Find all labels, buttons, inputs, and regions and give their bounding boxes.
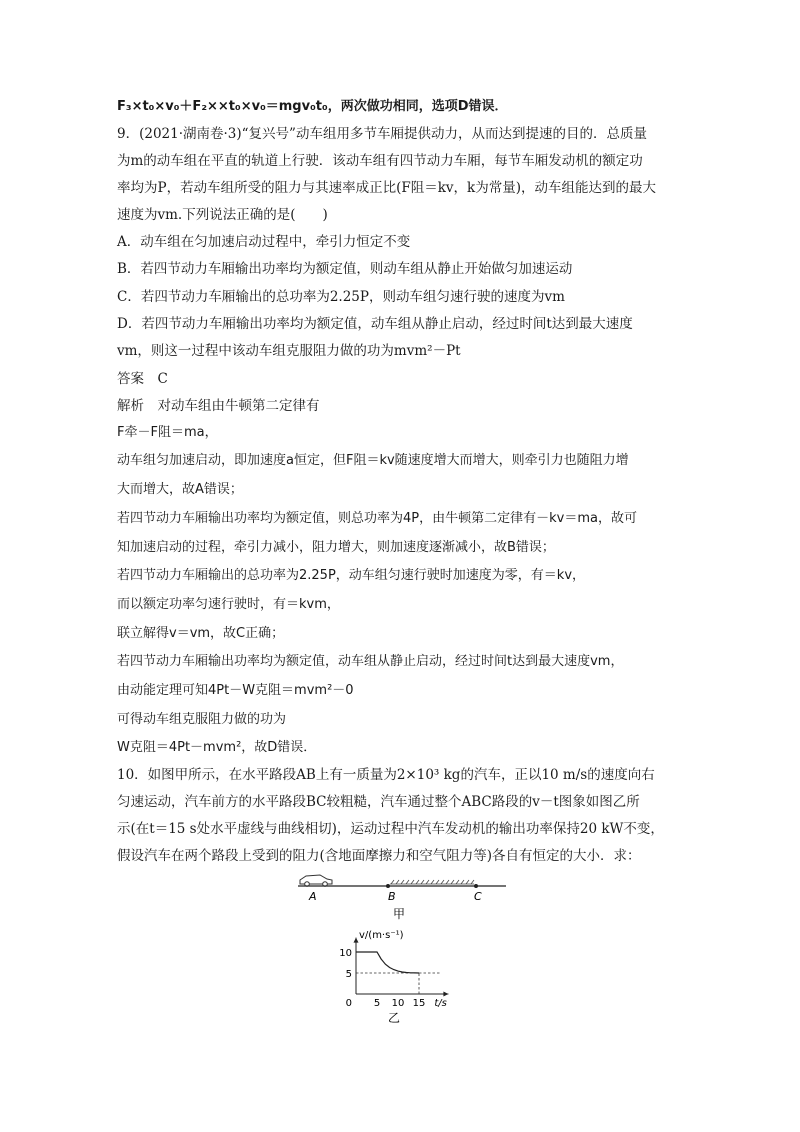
solution-line-9 — [117, 652, 623, 672]
text-line: 为m的动车组在平直的轨道上行驶．该动车组有四节动力车厢，每节车厢发动机的额定功 — [117, 153, 643, 169]
velocity-line — [356, 952, 419, 973]
text-line: 由动能定理可知4Pt－W克阻＝mvm²－0 — [117, 683, 354, 698]
text-line: vm，则这一过程中该动车组克服阻力做的功为mvm²－Pt — [117, 343, 461, 359]
text-line: 匀速运动，汽车前方的水平路段BC较粗糙，汽车通过整个ABC路段的v－t图象如图乙所 — [117, 794, 640, 810]
solution-line-11 — [117, 710, 286, 730]
answer-line — [117, 369, 168, 389]
solution-line-2 — [117, 451, 629, 471]
text-line: F₃×t₀×v₀＋F₂××t₀×v₀＝mgv₀t₀，两次做功相同，选项D错误． — [117, 99, 508, 114]
solution-line-10 — [117, 681, 354, 701]
rough-section-hatch — [390, 880, 474, 884]
text-line: A．动车组在匀加速启动过程中，牵引力恒定不变 — [117, 234, 411, 250]
previous-solution-end — [117, 96, 507, 117]
option-a — [117, 232, 410, 252]
question-10-line-3 — [117, 819, 664, 839]
solution-line-5 — [117, 538, 555, 558]
x-tick-label: 15 — [412, 998, 426, 1009]
text-line: 知加速启动的过程，牵引力减小，阻力增大，则加速度逐渐减小，故B错误； — [117, 540, 555, 555]
label-c: C — [474, 890, 482, 903]
solution-line-12 — [117, 738, 316, 758]
text-line: 若四节动力车厢输出功率均为额定值，动车组从静止启动，经过时间t达到最大速度vm， — [117, 654, 624, 669]
text-line: B．若四节动力车厢输出功率均为额定值，则动车组从静止开始做匀加速运动 — [117, 261, 573, 277]
text-line: 若四节动力车厢输出的总功率为2.25P，动车组匀速行驶时加速度为零，有＝kv， — [117, 568, 586, 583]
text-line: C．若四节动力车厢输出的总功率为2.25P，则动车组匀速行驶的速度为vm — [117, 289, 565, 305]
question-9-line-2 — [117, 151, 643, 171]
graph-axes — [354, 938, 449, 997]
solution-line-4 — [117, 509, 637, 529]
question-10-line-4 — [117, 846, 641, 866]
question-9-line-4 — [117, 205, 328, 225]
label-a: A — [309, 890, 317, 903]
option-c — [117, 287, 565, 307]
option-d-line-1 — [117, 314, 633, 334]
x-tick-label: 10 — [391, 998, 405, 1009]
dashed-guides — [356, 973, 440, 994]
text-line: 示(在t＝15 s处水平虚线与曲线相切)，运动过程中汽车发动机的输出功率保持20 kW不变， — [117, 821, 664, 837]
text-line: 可得动车组克服阻力做的功为 — [117, 712, 287, 727]
velocity-time-graph — [330, 926, 480, 1026]
road-diagram — [290, 866, 520, 926]
text-line: F牵－F阻＝ma， — [117, 425, 218, 440]
text-line: 动车组匀加速启动，即加速度a恒定，但F阻＝kv随速度增大而增大，则牵引力也随阻力增 — [117, 453, 629, 468]
option-b — [117, 259, 572, 279]
text-line: 联立解得v＝vm，故C正确； — [117, 626, 285, 641]
text-line: 大而增大，故A错误； — [117, 482, 243, 497]
y-tick-label: 5 — [345, 969, 352, 980]
question-10-line-2 — [117, 792, 640, 812]
text-line: 若四节动力车厢输出功率均为额定值，则总功率为4P，由牛顿第二定律有－kv＝ma，故可 — [117, 511, 637, 526]
text-line: 假设汽车在两个路段上受到的阻力(含地面摩擦力和空气阻力等)各自有恒定的大小．求： — [117, 848, 641, 864]
text-line: 率均为P，若动车组所受的阻力与其速率成正比(F阻＝kv，k为常量)，动车组能达到的最大 — [117, 180, 656, 196]
velocity-curve — [356, 952, 419, 973]
text-line: 解析 对动车组由牛顿第二定律有 — [117, 398, 320, 414]
text-line: W克阻＝4Pt－mvm²，故D错误． — [117, 740, 317, 755]
text-line: D．若四节动力车厢输出功率均为额定值，动车组从静止启动，经过时间t达到最大速度 — [117, 316, 633, 332]
solution-line-8 — [117, 624, 284, 644]
x-tick-label: 5 — [373, 998, 381, 1009]
question-10-line-1 — [117, 765, 655, 785]
y-axis-arrow — [354, 938, 359, 943]
label-b: B — [388, 890, 396, 903]
y-tick-label: 10 — [339, 948, 352, 959]
y-axis-label: v/(m·s⁻¹) — [359, 930, 404, 941]
car-icon — [300, 875, 332, 886]
figure-caption-yi: 乙 — [387, 1011, 401, 1025]
analysis-heading — [117, 396, 320, 416]
point-b-dot — [386, 884, 390, 888]
solution-line-6 — [117, 566, 585, 586]
x-axis-arrow — [443, 992, 448, 997]
option-d-line-2 — [117, 341, 461, 361]
text-line: 速度为vm.下列说法正确的是( ) — [117, 207, 328, 223]
solution-line-1 — [117, 423, 218, 443]
question-9-line-3 — [117, 178, 656, 198]
text-line: 10．如图甲所示，在水平路段AB上有一质量为2×10³ kg的汽车，正以10 m/s的速度向右 — [117, 767, 655, 783]
text-line: 9．(2021·湖南卷·3)“复兴号”动车组用多节车厢提供动力，从而达到提速的目的．总质量 — [117, 126, 647, 142]
solution-line-3 — [117, 480, 243, 500]
question-9-line-1 — [117, 124, 647, 144]
point-c-dot — [474, 884, 478, 888]
text-line: 而以额定功率匀速行驶时，有＝kvm， — [117, 597, 340, 612]
figure-caption-jia: 甲 — [393, 907, 406, 921]
text-line: 答案 C — [117, 371, 168, 387]
origin-label: 0 — [345, 998, 352, 1009]
solution-line-7 — [117, 595, 340, 615]
graph-labels — [339, 930, 447, 1025]
x-axis-label: t/s — [434, 998, 447, 1009]
